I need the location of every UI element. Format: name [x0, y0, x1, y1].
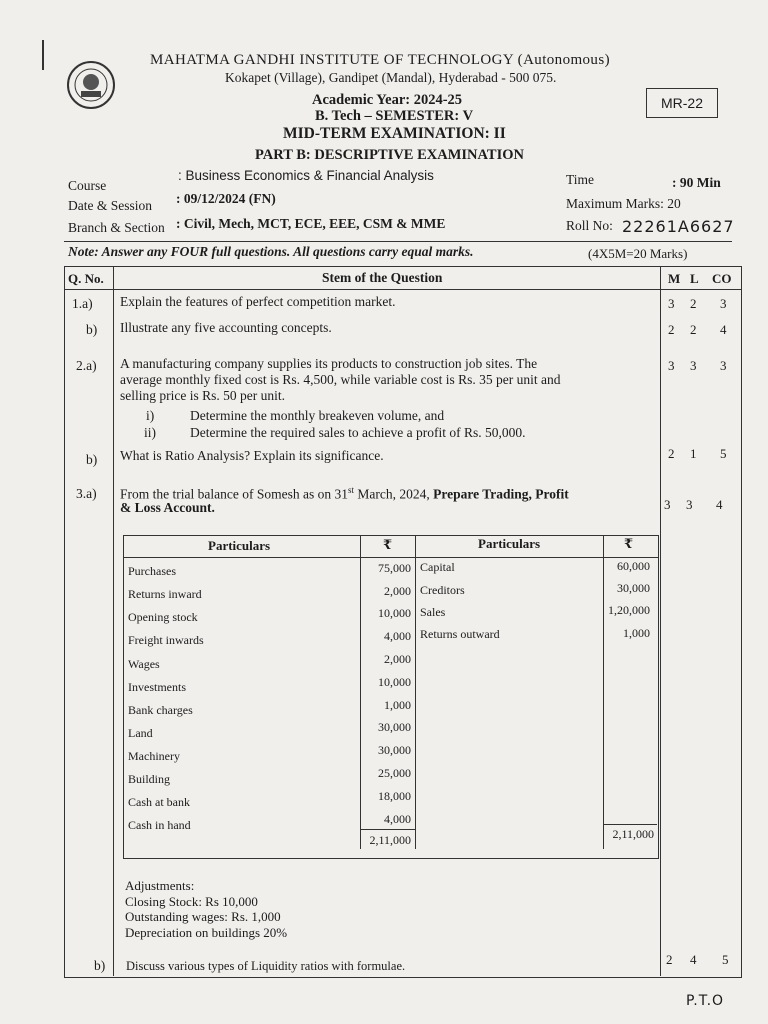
tb-credit-amount: 60,000 — [617, 559, 650, 573]
tb-credit-item: Capital — [420, 560, 455, 574]
marks-scheme: (4X5M=20 Marks) — [588, 246, 688, 261]
tb-debit-amount: 75,000 — [378, 561, 411, 575]
tb-debit-item: Opening stock — [128, 610, 198, 624]
stem-header: Stem of the Question — [322, 270, 443, 285]
tb-total-left: 2,11,000 — [369, 833, 411, 847]
tb-debit-item: Freight inwards — [128, 633, 204, 647]
branch-value: : Civil, Mech, MCT, ECE, EEE, CSM & MME — [176, 216, 446, 231]
tb-debit-item: Bank charges — [128, 703, 193, 717]
tb-credit-item: Sales — [420, 605, 446, 619]
part-title: PART B: DESCRIPTIVE EXAMINATION — [255, 147, 524, 163]
tb-debit-amount: 2,000 — [384, 584, 411, 598]
tb-debit-item: Investments — [128, 680, 186, 694]
q1b-co: 4 — [720, 322, 727, 337]
pto-handwritten: P.T.O — [686, 993, 725, 1009]
semester: B. Tech – SEMESTER: V — [315, 108, 474, 124]
tb-total-line-right — [603, 824, 657, 825]
q2b-text: What is Ratio Analysis? Explain its significance. — [120, 448, 384, 463]
q2a-m: 3 — [668, 358, 675, 373]
margin-mark — [42, 40, 44, 70]
q3a-line1-pre: From the trial balance of Somesh as on 31 — [120, 486, 348, 502]
tb-credit-item: Creditors — [420, 583, 465, 597]
q2b-number: b) — [86, 452, 98, 467]
q3b-m: 2 — [666, 952, 673, 967]
tb-debit-amount: 18,000 — [378, 789, 411, 803]
tb-debit-amount: 4,000 — [384, 629, 411, 643]
tb-debit-amount: 30,000 — [378, 743, 411, 757]
q2a-sub1-number: i) — [146, 408, 155, 423]
tb-debit-item: Purchases — [128, 564, 176, 578]
q1a-text: Explain the features of perfect competition market. — [120, 294, 396, 309]
tb-debit-amount: 10,000 — [378, 606, 411, 620]
institute-seal — [66, 60, 116, 110]
tb-total-right: 2,11,000 — [612, 827, 654, 841]
regulation-badge: MR-22 — [646, 88, 718, 118]
q2b-l: 1 — [690, 446, 697, 461]
q1a-m: 3 — [668, 296, 675, 311]
note: Note: Answer any FOUR full questions. All questions carry equal marks. — [68, 244, 474, 259]
q2a-line1: A manufacturing company supplies its products to construction job sites. The — [120, 356, 538, 371]
max-marks: Maximum Marks: 20 — [566, 196, 681, 211]
q2a-sub2: Determine the required sales to achieve a profit of Rs. 50,000. — [190, 425, 526, 440]
tb-header-divider — [123, 557, 659, 558]
tb-debit-item: Building — [128, 772, 171, 786]
q3a-line1-mid: March, 2024, — [353, 486, 434, 502]
tb-head-right: Particulars — [478, 536, 541, 551]
q3a-m: 3 — [664, 497, 671, 512]
tb-debit-item: Returns inward — [128, 587, 202, 601]
q2a-number: 2.a) — [76, 358, 97, 373]
tb-debit-item: Machinery — [128, 749, 180, 763]
tb-col-divider-2 — [415, 535, 416, 849]
tb-debit-amount: 2,000 — [384, 652, 411, 666]
q1b-m: 2 — [668, 322, 675, 337]
institute-name: MAHATMA GANDHI INSTITUTE OF TECHNOLOGY (Autonomous) — [150, 52, 610, 68]
adjustment-item: Depreciation on buildings 20% — [125, 924, 288, 940]
col-divider-qno — [113, 266, 114, 976]
institute-address: Kokapet (Village), Gandipet (Mandal), Hyderabad - 500 075. — [225, 70, 557, 85]
table-header-divider — [64, 289, 742, 290]
q3a-line1-sup: st — [347, 485, 354, 495]
adjustment-item: Closing Stock: Rs 10,000 — [125, 893, 258, 909]
col-divider-stem — [660, 266, 661, 976]
q1b-text: Illustrate any five accounting concepts. — [120, 320, 332, 335]
course-label: Course — [68, 178, 107, 193]
tb-head-right-amt: ₹ — [624, 536, 634, 551]
tb-debit-amount: 25,000 — [378, 766, 411, 780]
q2a-l: 3 — [690, 358, 697, 373]
q2a-sub2-number: ii) — [144, 425, 156, 440]
branch-label: Branch & Section — [68, 220, 165, 235]
q3a-number: 3.a) — [76, 486, 97, 501]
q1a-co: 3 — [720, 296, 727, 311]
q1a-number: 1.a) — [72, 296, 93, 311]
tb-debit-amount: 30,000 — [378, 720, 411, 734]
academic-year: Academic Year: 2024-25 — [312, 92, 463, 108]
tb-credit-amount: 30,000 — [617, 581, 650, 595]
q2b-co: 5 — [720, 446, 727, 461]
tb-debit-item: Land — [128, 726, 153, 740]
q3b-l: 4 — [690, 952, 697, 967]
date-label: Date & Session — [68, 198, 152, 213]
q3b-number: b) — [94, 958, 106, 973]
q1b-number: b) — [86, 322, 98, 337]
course-value: : Business Economics & Financial Analysis — [178, 168, 434, 183]
tb-head-left-amt: ₹ — [383, 537, 393, 552]
tb-credit-amount: 1,000 — [623, 626, 650, 640]
q3a-line1-bold: Prepare Trading, Profit — [433, 486, 569, 502]
tb-debit-amount: 10,000 — [378, 675, 411, 689]
co-header: CO — [712, 271, 732, 286]
q3a-co: 4 — [716, 497, 723, 512]
adjustment-item: Outstanding wages: Rs. 1,000 — [125, 909, 281, 924]
q3b-co: 5 — [722, 952, 729, 967]
tb-debit-amount: 1,000 — [384, 698, 411, 712]
q3b-text: Discuss various types of Liquidity ratios with formulae. — [126, 959, 406, 973]
time-label: Time — [566, 172, 595, 187]
tb-total-line-left — [360, 829, 415, 830]
tb-debit-amount: 4,000 — [384, 812, 411, 826]
date-value: : 09/12/2024 (FN) — [176, 191, 276, 206]
divider — [64, 241, 732, 242]
q2a-line2: average monthly fixed cost is Rs. 4,500, while variable cost is Rs. 35 per unit and — [120, 372, 561, 387]
q1b-l: 2 — [690, 322, 697, 337]
q2a-sub1: Determine the monthly breakeven volume, and — [190, 408, 445, 423]
q2a-line3: selling price is Rs. 50 per unit. — [120, 388, 285, 403]
m-header: M — [668, 271, 681, 286]
roll-label: Roll No: — [566, 218, 613, 233]
roll-number-handwritten: 22261A6627 — [622, 217, 735, 236]
tb-debit-item: Cash at bank — [128, 795, 190, 809]
q2a-co: 3 — [720, 358, 727, 373]
adjustments-title: Adjustments: — [125, 878, 195, 893]
q3a-l: 3 — [686, 497, 693, 512]
tb-credit-item: Returns outward — [420, 627, 500, 641]
tb-debit-item: Wages — [128, 657, 160, 671]
tb-head-left: Particulars — [208, 538, 271, 553]
q1a-l: 2 — [690, 296, 697, 311]
q2b-m: 2 — [668, 446, 675, 461]
tb-debit-item: Cash in hand — [128, 818, 191, 832]
q3a-line2: & Loss Account. — [120, 500, 215, 515]
time-value: : 90 Min — [672, 175, 721, 190]
qno-header: Q. No. — [68, 271, 104, 286]
exam-title: MID-TERM EXAMINATION: II — [283, 125, 506, 142]
adjustments — [125, 878, 287, 940]
l-header: L — [690, 271, 699, 286]
tb-credit-amount: 1,20,000 — [608, 603, 650, 617]
